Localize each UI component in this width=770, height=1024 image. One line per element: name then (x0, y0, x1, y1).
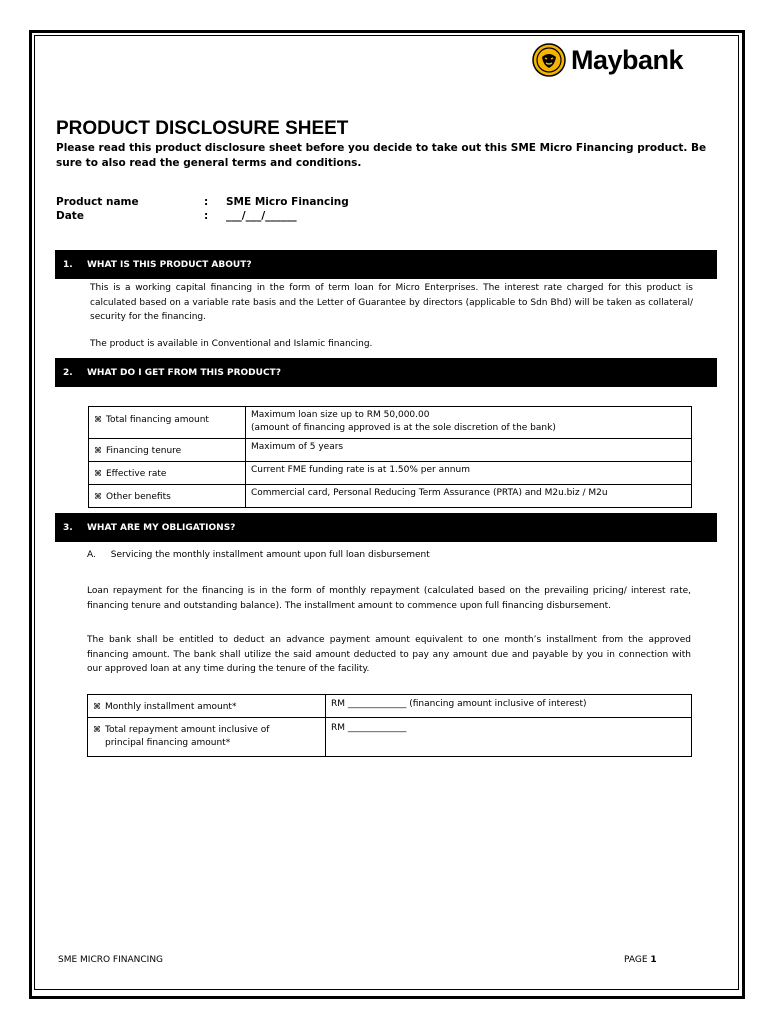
bullet-icon: ⌘ (94, 446, 102, 455)
brand-name: Maybank (571, 44, 684, 75)
table-row (89, 439, 692, 462)
table-row (89, 485, 692, 508)
date-value: ___/___/______ (226, 210, 297, 222)
row-label: Financing tenure (106, 446, 182, 456)
row-label: Other benefits (106, 492, 171, 502)
section-heading: WHAT ARE MY OBLIGATIONS? (87, 522, 236, 533)
tiger-head-icon (532, 43, 566, 77)
table-row (88, 718, 692, 757)
subsection-heading: Servicing the monthly installment amount upon full loan disbursement (110, 550, 430, 560)
colon: : (204, 210, 209, 222)
row-label: Monthly installment amount* (105, 702, 237, 712)
section-1-paragraph: This is a working capital financing in the form of term loan for Micro Enterprises. The interest rate charged for this product is calculated based on a variable rate basis and the Letter of Guarantee by directors (applicable to Sdn Bhd) will be taken as collateral/ security for the financing. (90, 283, 693, 322)
section-3-paragraph-2: The bank shall be entitled to deduct an advance payment amount equivalent to one month’s installment from the approved financing amount. The bank shall utilize the said amount deducted to pay any amount due and payable by you in connection with our approved loan at any time during the tenure of the facility. (87, 635, 691, 674)
section-heading: WHAT IS THIS PRODUCT ABOUT? (87, 259, 252, 270)
row-value: Current FME funding rate is at 1.50% per annum (251, 465, 470, 475)
row-value: RM _____________ (financing amount inclusive of interest) (331, 699, 587, 709)
bullet-icon: ⌘ (93, 702, 101, 711)
bullet-icon: ⌘ (93, 725, 101, 734)
date-label: Date (56, 210, 84, 222)
row-value: Commercial card, Personal Reducing Term Assurance (PRTA) and M2u.biz / M2u (251, 488, 608, 498)
row-value: Maximum of 5 years (251, 442, 344, 452)
colon: : (204, 196, 209, 208)
table-row (88, 695, 692, 718)
table-row (89, 462, 692, 485)
page-label: PAGE (624, 955, 651, 965)
repayment-table (87, 694, 692, 757)
section-1-availability: The product is available in Conventional and Islamic financing. (90, 339, 373, 349)
row-value: RM _____________ (331, 723, 407, 733)
row-label: Total repayment amount inclusive of (105, 725, 270, 735)
section-3-header (55, 513, 717, 542)
section-1-header (55, 250, 717, 279)
section-number: 1. (63, 259, 73, 270)
bullet-icon: ⌘ (94, 469, 102, 478)
intro-text: Please read this product disclosure sheet before you decide to take out this SME Micro Financing product. Be sure to also read the general terms and conditions. (56, 142, 707, 169)
row-label-continued: principal financing amount* (105, 738, 231, 748)
subsection-a (87, 550, 430, 560)
row-label: Effective rate (106, 469, 167, 479)
row-value-note: (amount of financing approved is at the sole discretion of the bank) (251, 423, 556, 433)
page-title: PRODUCT DISCLOSURE SHEET (56, 118, 349, 139)
table-row (89, 407, 692, 439)
subsection-letter: A. (87, 550, 96, 560)
section-number: 3. (63, 522, 73, 533)
footer-product-name: SME MICRO FINANCING (58, 955, 164, 965)
section-heading: WHAT DO I GET FROM THIS PRODUCT? (87, 367, 281, 378)
section-2-header (55, 358, 717, 387)
benefits-table (88, 406, 692, 508)
row-value: Maximum loan size up to RM 50,000.00 (251, 410, 430, 420)
product-name-label: Product name (56, 196, 139, 208)
section-number: 2. (63, 367, 73, 378)
bullet-icon: ⌘ (94, 415, 102, 424)
bullet-icon: ⌘ (94, 492, 102, 501)
brand-logo (532, 42, 683, 78)
footer-page (624, 955, 657, 965)
row-label: Total financing amount (106, 415, 209, 425)
page-number: 1 (650, 955, 657, 965)
section-3-paragraph-1: Loan repayment for the financing is in the form of monthly repayment (calculated based on the prevailing pricing/ interest rate, financing tenure and outstanding balance). The installment amount to commence upon full financing disbursement. (87, 586, 691, 611)
product-name-value: SME Micro Financing (226, 196, 349, 208)
